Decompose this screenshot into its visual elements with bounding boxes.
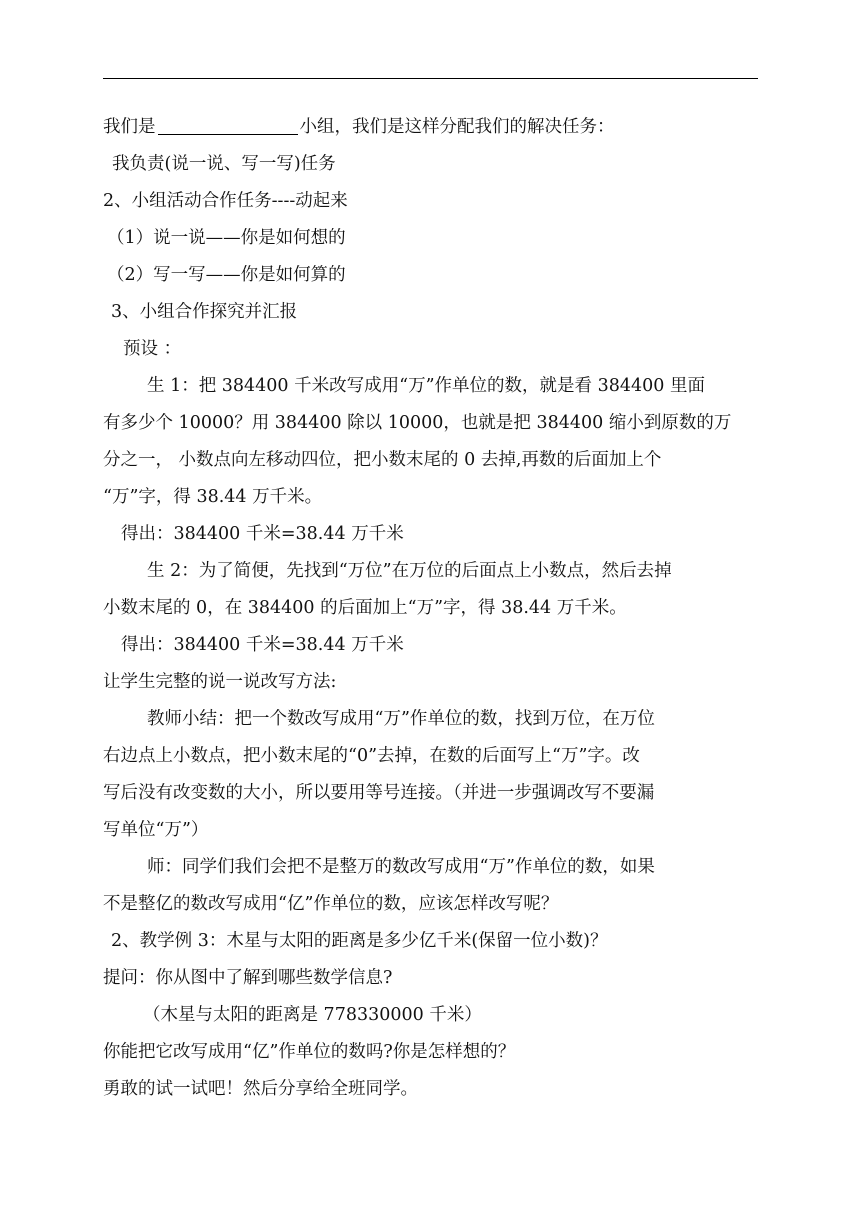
group-prefix: 我们是 [103, 117, 156, 137]
group-line [103, 109, 763, 146]
distance-info: （木星与太阳的距离是 778330000 千米） [143, 1005, 482, 1025]
teacher-question-line-2: 不是整亿的数改写成用“亿”作单位的数，应该怎样改写呢？ [103, 894, 559, 914]
student-1-line-4: “万”字，得 38.44 万千米。 [103, 487, 323, 507]
step-1-line: （1）说一说——你是如何想的 [107, 228, 346, 248]
group-name-blank [158, 112, 298, 135]
header-rule [103, 78, 758, 79]
student-1-line-2: 有多少个 10000？用 384400 除以 10000，也就是把 384400 缩小到原数的万 [103, 413, 732, 433]
result-2: 得出：384400 千米=38.44 万千米 [121, 635, 404, 655]
student-1-line-3: 分之一， 小数点向左移动四位，把小数末尾的 0 去掉,再数的后面加上个 [103, 450, 662, 470]
step-2-line: （2）写一写——你是如何算的 [107, 265, 346, 285]
document-body [103, 109, 763, 1108]
teacher-summary-line-4: 写单位“万”） [103, 820, 209, 840]
preset-label: 预设 ： [123, 339, 182, 359]
question-line: 提问：你从图中了解到哪些数学信息? [103, 968, 393, 988]
teacher-question-line-1: 师：同学们我们会把不是整万的数改写成用“万”作单位的数，如果 [147, 857, 655, 877]
teacher-summary-line-1: 教师小结：把一个数改写成用“万”作单位的数，找到万位，在万位 [147, 709, 655, 729]
section-2-heading: 2、小组活动合作任务----动起来 [103, 191, 348, 211]
prompt-line: 让学生完整的说一说改写方法: [103, 672, 337, 692]
encouragement-line: 勇敢的试一试吧！然后分享给全班同学。 [103, 1079, 418, 1099]
student-2-line-2: 小数末尾的 0，在 384400 的后面加上“万”字，得 38.44 万千米。 [103, 598, 627, 618]
teacher-summary-line-3: 写后没有改变数的大小，所以要用等号连接。（并进一步强调改写不要漏 [103, 783, 655, 803]
result-1: 得出：384400 千米=38.44 万千米 [121, 524, 404, 544]
example-3-heading: 2、教学例 3：木星与太阳的距离是多少亿千米(保留一位小数)？ [111, 931, 608, 951]
rewrite-question: 你能把它改写成用“亿”作单位的数吗?你是怎样想的？ [103, 1042, 516, 1062]
student-2-line-1: 生 2：为了简便，先找到“万位”在万位的后面点上小数点，然后去掉 [147, 561, 672, 581]
student-1-line-1: 生 1：把 384400 千米改写成用“万”作单位的数，就是看 384400 里面 [147, 376, 705, 396]
task-line: 我负责(说一说、写一写)任务 [112, 154, 336, 174]
teacher-summary-line-2: 右边点上小数点，把小数末尾的“0”去掉，在数的后面写上“万”字。改 [103, 746, 640, 766]
group-suffix: 小组，我们是这样分配我们的解决任务： [299, 117, 615, 137]
section-3-heading: 3、小组合作探究并汇报 [111, 302, 298, 322]
